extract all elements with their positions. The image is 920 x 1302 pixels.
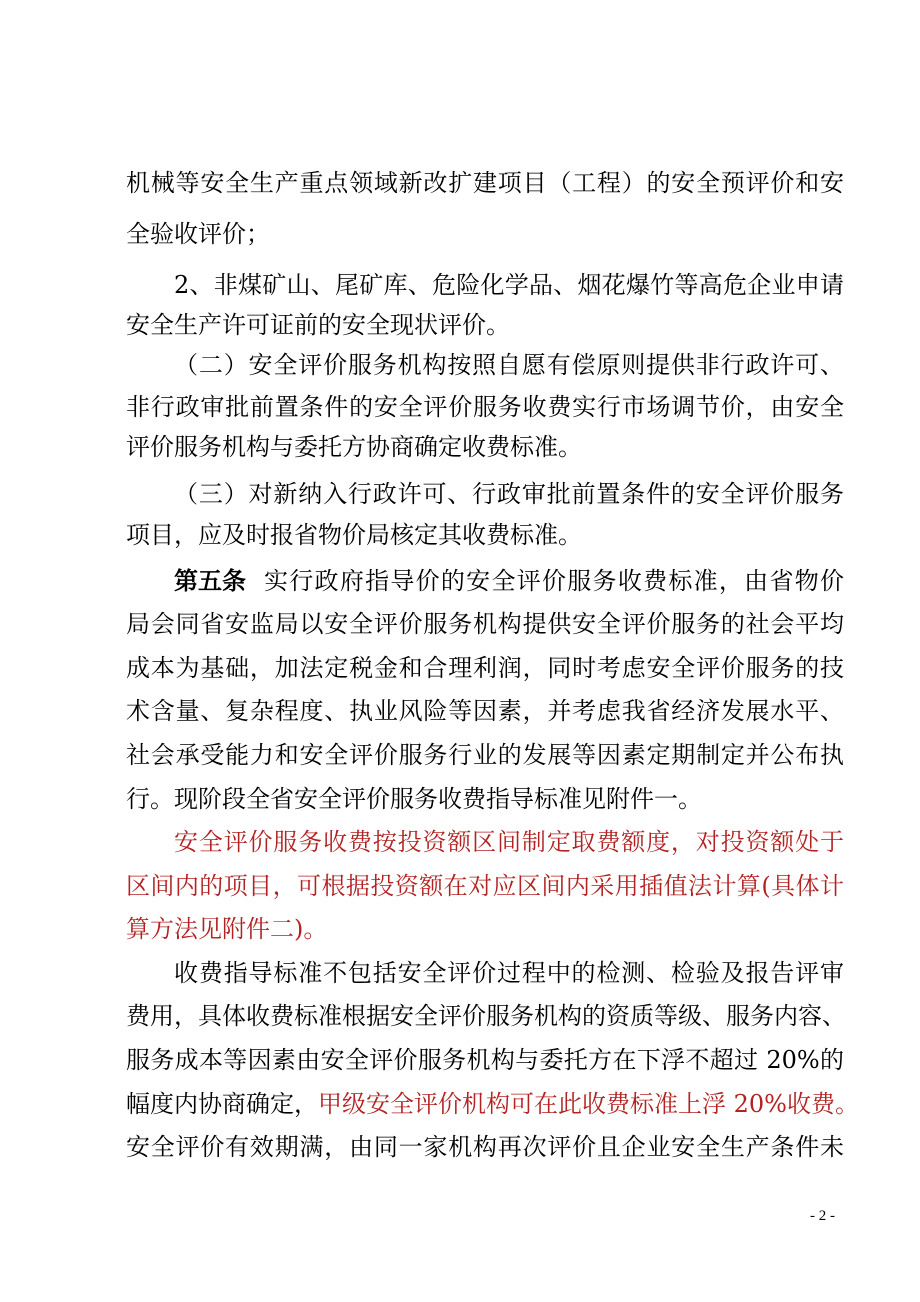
text-line: 社会承受能力和安全评价服务行业的发展等因素定期制定并公布执: [126, 741, 844, 769]
text-line: 安全评价有效期满，由同一家机构再次评价且企业安全生产条件未: [126, 1133, 844, 1161]
text-line: 评价服务机构与委托方协商确定收费标准。: [126, 433, 582, 461]
text-line: 机械等安全生产重点领域新改扩建项目（工程）的安全预评价和安: [126, 169, 844, 197]
text-line: （二）安全评价服务机构按照自愿有偿原则提供非行政许可、: [174, 351, 844, 379]
highlighted-text-segment: 甲级安全评价机构可在此收费标准上浮 20%收费。: [318, 1090, 859, 1118]
text-line: （三）对新纳入行政许可、行政审批前置条件的安全评价服务: [174, 480, 844, 508]
highlighted-text-line: 算方法见附件二)。: [126, 915, 328, 943]
highlighted-text-line: 区间内的项目，可根据投资额在对应区间内采用插值法计算(具体计: [126, 872, 844, 900]
text-line: 费用，具体收费标准根据安全评价服务机构的资质等级、服务内容、: [126, 1002, 846, 1030]
text-line: 术含量、复杂程度、执业风险等因素，并考虑我省经济发展水平、: [126, 697, 844, 725]
article-label: [174, 561, 246, 601]
text-line: 收费指导标准不包括安全评价过程中的检测、检验及报告评审: [174, 959, 844, 987]
text-line: 非行政审批前置条件的安全评价服务收费实行市场调节价，由安全: [126, 393, 844, 421]
text-segment: 幅度内协商确定，: [126, 1090, 318, 1118]
article-number: 第五条: [174, 566, 246, 595]
text-line: 安全生产许可证前的安全现状评价。: [126, 311, 510, 339]
text-line: 全验收评价；: [126, 220, 270, 248]
text-line: 成本为基础，加法定税金和合理利润，同时考虑安全评价服务的技: [126, 654, 844, 682]
text-line: 2、非煤矿山、尾矿库、危险化学品、烟花爆竹等高危企业申请: [174, 271, 844, 299]
text-line: 局会同省安监局以安全评价服务机构提供安全评价服务的社会平均: [126, 610, 844, 638]
text-line: 项目，应及时报省物价局核定其收费标准。: [126, 521, 582, 549]
highlighted-text-line: 安全评价服务收费按投资额区间制定取费额度，对投资额处于: [174, 828, 844, 856]
page-number: - 2 -: [810, 1208, 835, 1224]
text-line: 服务成本等因素由安全评价服务机构与委托方在下浮不超过 20%的: [126, 1046, 844, 1074]
text-line: [126, 1084, 859, 1124]
text-line: 行。现阶段全省安全评价服务收费指导标准见附件一。: [126, 785, 702, 813]
text-line: 实行政府指导价的安全评价服务收费标准，由省物价: [264, 567, 844, 595]
